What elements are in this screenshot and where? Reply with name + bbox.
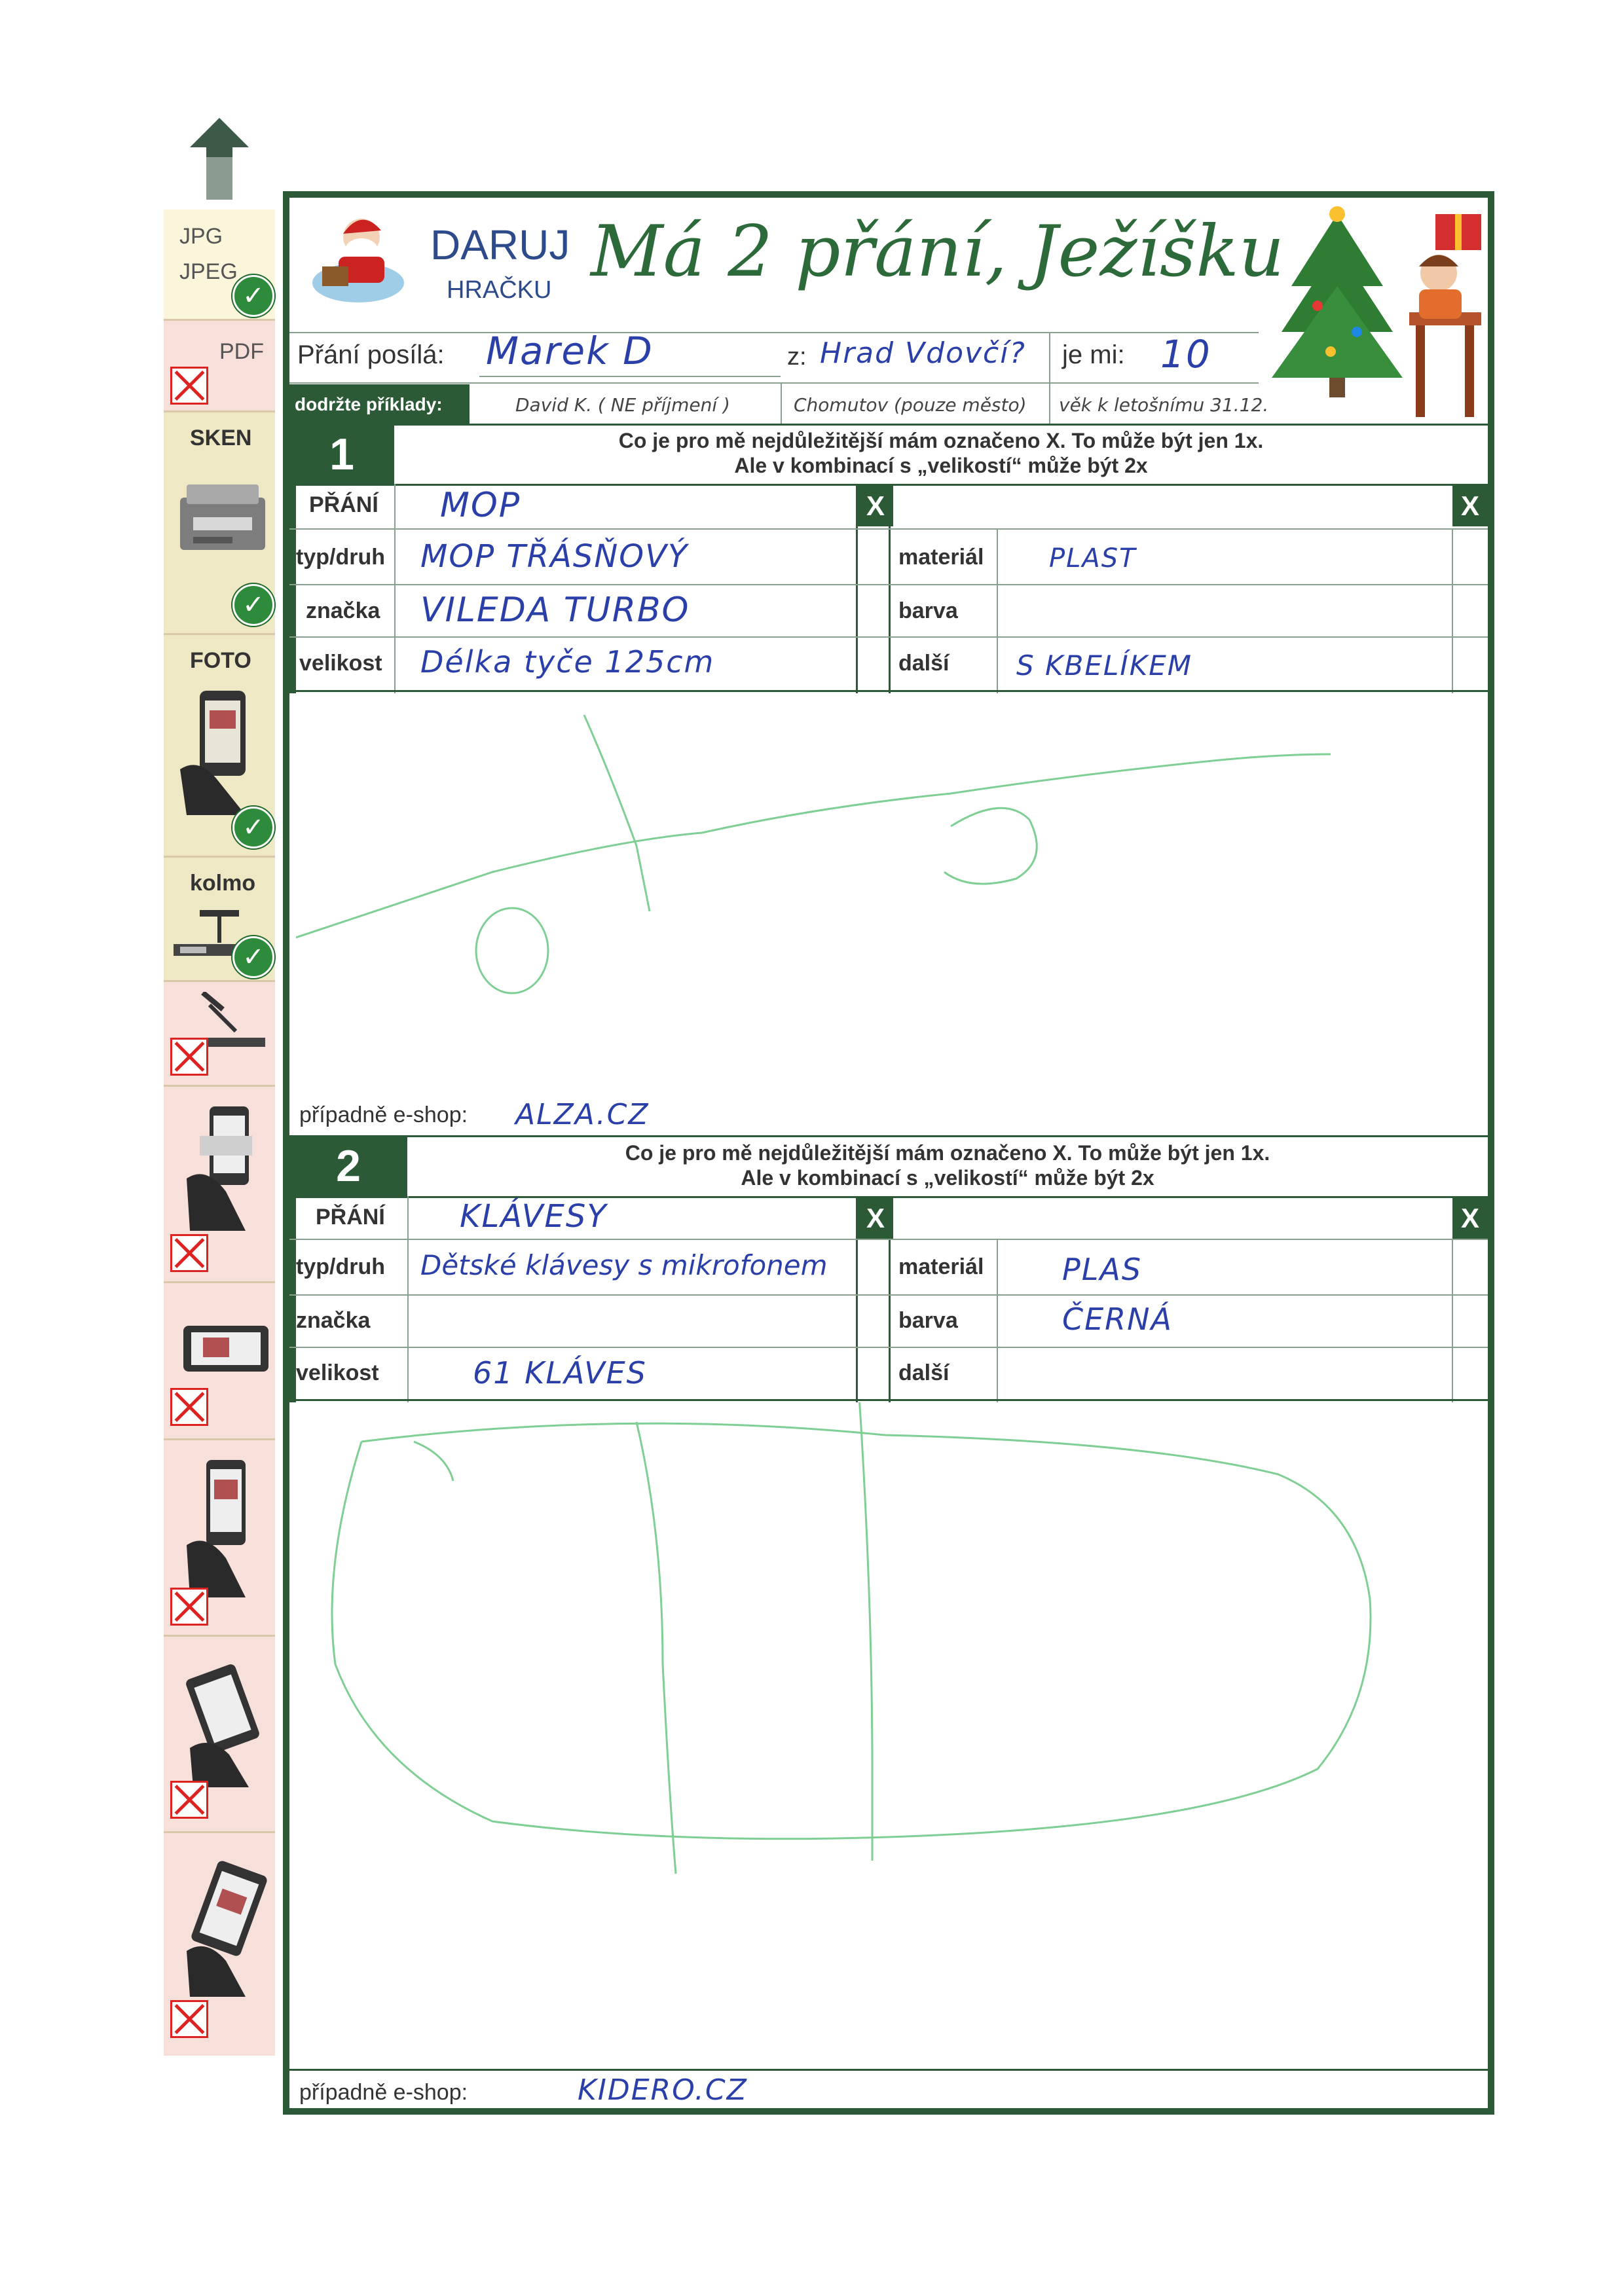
sidebar-photo-label: FOTO <box>190 648 251 673</box>
sidebar-phone-shot-3-block <box>164 1440 275 1637</box>
rejected-x-icon <box>170 1234 208 1272</box>
wish1-material-label: materiál <box>898 545 984 570</box>
example-name: David K. ( NE příjmení ) <box>515 394 730 416</box>
wish1-other-value: S KBELÍKEM <box>1016 649 1193 682</box>
phone-photo-icon <box>174 684 272 815</box>
sidebar-jpeg-label: JPEG <box>179 259 238 284</box>
scanner-icon <box>174 471 272 570</box>
wish1-brand-value: VILEDA TURBO <box>420 591 690 630</box>
wish1-wish-label: PŘÁNÍ <box>309 492 378 517</box>
wish2-type-value: Dětské klávesy s mikrofonem <box>420 1249 828 1281</box>
wish1-priority-x-left[interactable]: X <box>858 486 893 526</box>
wish2-note-line2: Ale v kombinací s „velikostí“ může být 2x <box>741 1166 1154 1190</box>
wish1-eshop-value: ALZA.CZ <box>515 1098 650 1131</box>
wish1-type-label: typ/druh <box>296 545 385 570</box>
wish1-size-value: Délka tyče 125cm <box>420 644 715 680</box>
sidebar-jpg-label: JPG <box>179 224 223 249</box>
sidebar-photo-block <box>164 635 275 858</box>
wish1-note-line1: Co je pro mě nejdůležitější mám označeno X. To může být jen 1x. <box>618 429 1264 452</box>
wish2-color-value: ČERNÁ <box>1062 1302 1173 1337</box>
wish1-note-line2: Ale v kombinací s „velikostí“ může být 2x <box>734 454 1148 477</box>
wish1-type-value: MOP TŘÁSŇOVÝ <box>420 538 689 575</box>
rejected-x-icon <box>170 1781 208 1819</box>
wish1-other-label: další <box>898 651 950 676</box>
wish2-color-label: barva <box>898 1308 958 1333</box>
phone-photo-icon <box>177 1300 275 1398</box>
sidebar-phone-shot-5-block <box>164 1833 275 2056</box>
wish2-eshop-value: KIDERO.CZ <box>578 2073 748 2107</box>
check-icon: ✓ <box>232 936 274 978</box>
santa-logo-icon <box>309 211 407 309</box>
wish2-other-label: další <box>898 1360 950 1385</box>
wish1-color-label: barva <box>898 598 958 623</box>
wish2-priority-x-left[interactable]: X <box>858 1198 893 1239</box>
wish2-note-line1: Co je pro mě nejdůležitější mám označeno X. To může být jen 1x. <box>625 1141 1270 1165</box>
wish1-brand-label: značka <box>306 598 380 623</box>
phone-photo-icon <box>180 1100 272 1231</box>
wish1-material-value: PLAST <box>1049 543 1137 574</box>
wish2-wish-label: PŘÁNÍ <box>316 1205 385 1230</box>
logo-text-daruj: DARUJ <box>430 221 570 268</box>
age-label: je mi: <box>1062 340 1125 369</box>
check-icon: ✓ <box>232 584 274 626</box>
wish1-size-label: velikost <box>299 651 382 676</box>
sidebar-phone-shot-4-block <box>164 1637 275 1833</box>
sidebar-phone-shot-2-block <box>164 1283 275 1440</box>
sender-name-value: Marek D <box>486 329 654 373</box>
example-age: věk k letošnímu 31.12. <box>1059 394 1269 416</box>
rejected-x-icon <box>170 1588 208 1626</box>
sidebar-perpendicular-label: kolmo <box>190 871 256 896</box>
rejected-x-icon <box>170 1388 208 1426</box>
sidebar-angled-block <box>164 982 275 1087</box>
wish1-drawing-sketch <box>296 695 1481 1082</box>
format-sidebar <box>164 210 275 2121</box>
wish2-brand-label: značka <box>296 1308 371 1333</box>
check-icon: ✓ <box>232 807 274 848</box>
phone-photo-icon <box>177 1656 275 1787</box>
sidebar-scan-block <box>164 412 275 635</box>
wish2-material-value: PLAS <box>1062 1252 1143 1287</box>
phone-photo-icon <box>177 1853 275 1997</box>
wish2-size-value: 61 KLÁVES <box>473 1355 647 1391</box>
wish2-material-label: materiál <box>898 1254 984 1279</box>
wish2-size-label: velikost <box>296 1360 379 1385</box>
wish2-type-label: typ/druh <box>296 1254 385 1279</box>
wish1-eshop-label: případně e-shop: <box>299 1102 468 1127</box>
sidebar-perpendicular-block <box>164 858 275 982</box>
sender-label: Přání posílá: <box>297 340 445 369</box>
sidebar-scan-label: SKEN <box>190 426 252 450</box>
wish1-wish-value: MOP <box>440 486 521 525</box>
wish1-number: 1 <box>289 424 394 486</box>
example-city: Chomutov (pouze město) <box>794 394 1027 416</box>
from-city-value: Hrad Vdovčí? <box>820 337 1026 370</box>
wish2-priority-x-right[interactable]: X <box>1452 1198 1488 1239</box>
age-value: 10 <box>1160 332 1211 376</box>
sidebar-pdf-label: PDF <box>219 339 264 364</box>
phone-photo-icon <box>180 1453 272 1597</box>
wish2-wish-value: KLÁVESY <box>460 1198 608 1235</box>
rejected-x-icon <box>170 2000 208 2038</box>
rejected-x-icon <box>170 1038 208 1076</box>
wish2-number: 2 <box>289 1135 407 1197</box>
wish1-priority-x-right[interactable]: X <box>1452 486 1488 526</box>
wish2-drawing-sketch <box>296 1402 1481 1939</box>
christmas-tree-illustration <box>1272 201 1488 424</box>
sidebar-phone-shot-1-block <box>164 1087 275 1283</box>
check-icon: ✓ <box>232 275 274 317</box>
rejected-x-icon <box>170 367 208 405</box>
upload-arrow-icon <box>190 118 249 203</box>
from-label: z: <box>787 343 807 371</box>
page-title: Má 2 přání, Ježíšku <box>591 211 1285 293</box>
sidebar-jpg-block <box>164 210 275 321</box>
sidebar-pdf-block <box>164 321 275 412</box>
wish-form <box>283 191 1494 2115</box>
logo-text-hracku: HRAČKU <box>447 276 552 304</box>
wish2-eshop-label: případně e-shop: <box>299 2080 468 2105</box>
examples-label: dodržte příklady: <box>289 384 470 425</box>
